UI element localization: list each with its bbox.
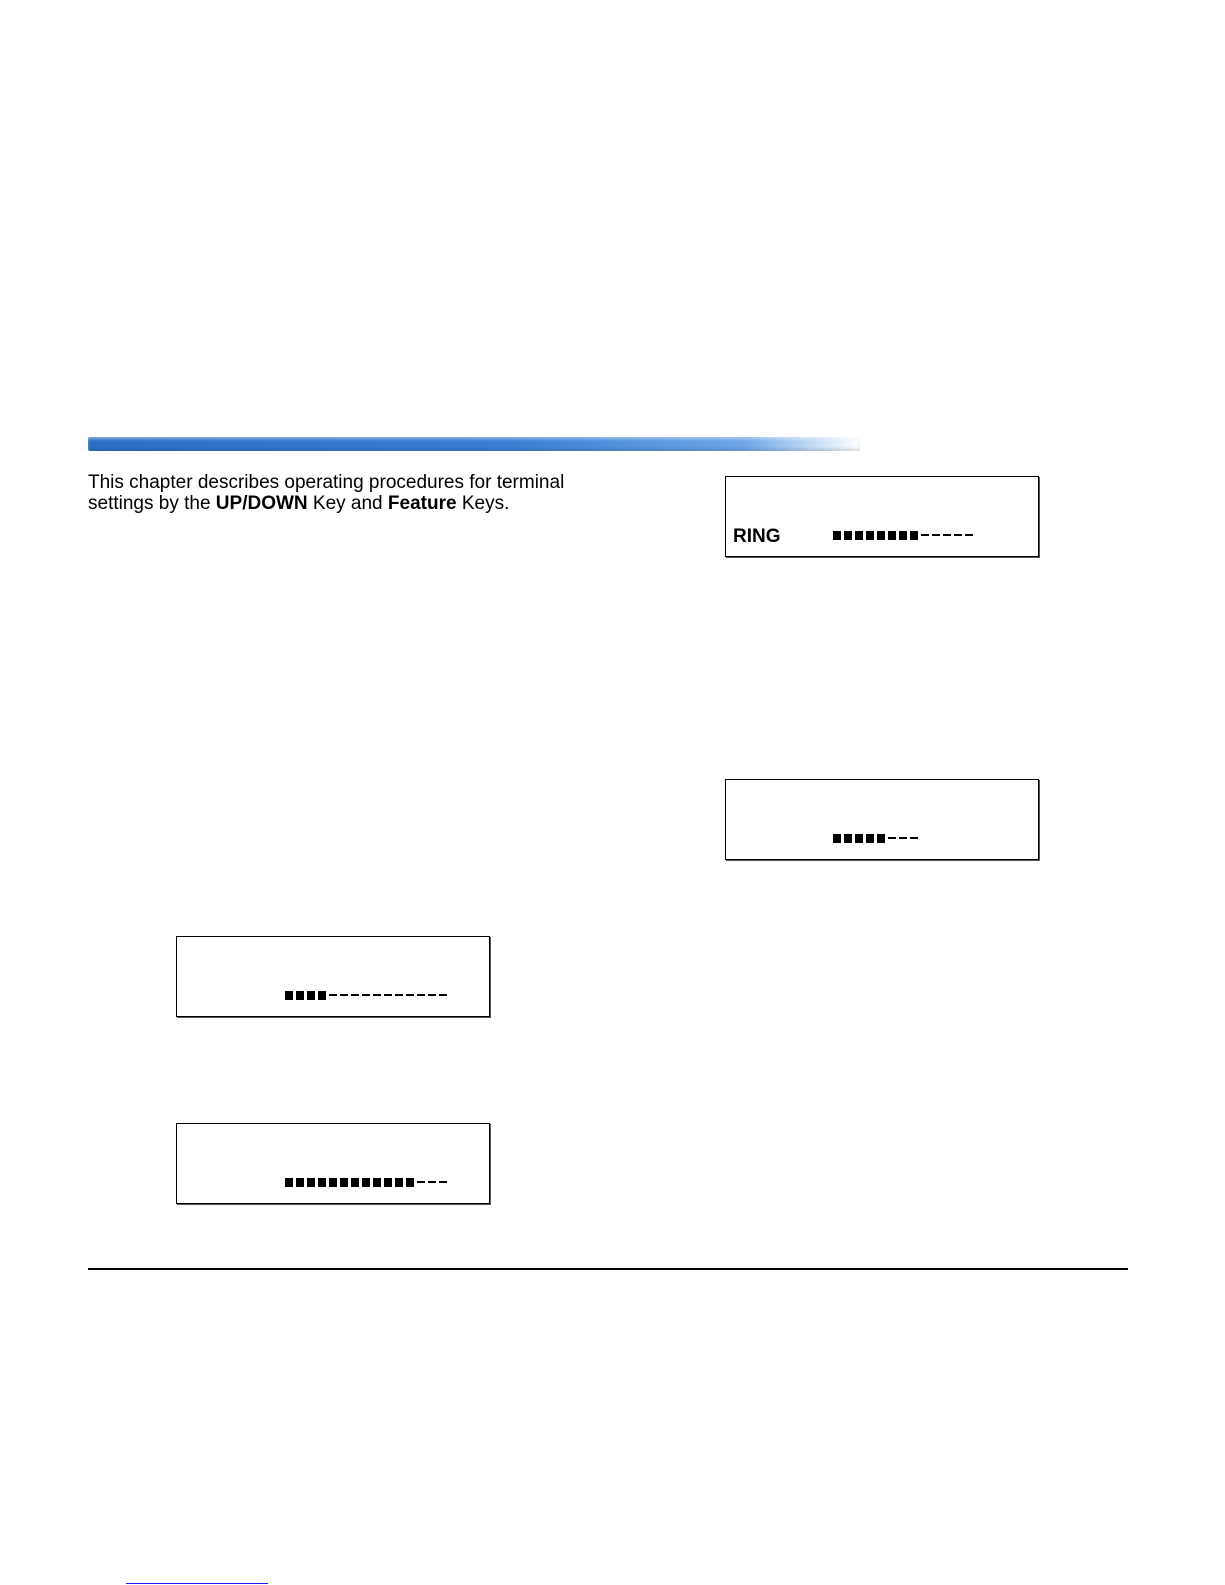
level-segment-filled [362,1178,370,1187]
level-segment-filled [307,991,315,1000]
level-segment-filled [296,991,304,1000]
level-segment-filled [285,991,293,1000]
intro-key-feature: Feature [387,493,457,514]
chapter-header-rule [88,437,860,451]
level-segment-filled [910,531,918,540]
level-segment-filled [855,531,863,540]
level-segment-empty [932,534,940,536]
level-segment-filled [285,1178,293,1187]
lcd-display-level-left-upper [176,936,490,1017]
intro-text-3: Keys. [456,493,510,514]
footer-link-underline[interactable] [126,1583,268,1584]
level-segment-filled [384,1178,392,1187]
intro-text-2: Key and [307,493,388,514]
level-segment-filled [318,1178,326,1187]
level-segment-filled [877,531,885,540]
level-segment-empty [910,837,918,839]
volume-level-meter [833,832,921,844]
level-segment-empty [351,994,359,996]
level-segment-filled [329,1178,337,1187]
level-segment-filled [833,834,841,843]
level-segment-filled [833,531,841,540]
page-footer-rule [88,1268,1128,1270]
lcd-display-level-right [725,779,1039,860]
volume-level-meter [285,1176,450,1188]
level-segment-filled [395,1178,403,1187]
level-segment-filled [866,531,874,540]
level-segment-filled [899,531,907,540]
level-segment-filled [888,531,896,540]
level-segment-empty [428,1181,436,1183]
level-segment-empty [417,994,425,996]
chapter-intro-text [88,472,588,514]
level-segment-empty [921,534,929,536]
level-segment-empty [406,994,414,996]
level-segment-filled [406,1178,414,1187]
lcd-display-ring-volume [725,476,1039,557]
level-segment-empty [340,994,348,996]
lcd-display-level-left-lower [176,1123,490,1204]
level-segment-empty [395,994,403,996]
volume-level-meter [285,989,450,1001]
level-segment-empty [943,534,951,536]
level-segment-empty [384,994,392,996]
lcd-label: RING [733,526,781,547]
level-segment-empty [428,994,436,996]
level-segment-filled [866,834,874,843]
level-segment-empty [965,534,973,536]
intro-text-1: This chapter describes operating procedures for terminal settings by the [88,472,565,514]
level-segment-empty [899,837,907,839]
level-segment-filled [855,834,863,843]
level-segment-filled [844,531,852,540]
level-segment-filled [296,1178,304,1187]
level-segment-filled [373,1178,381,1187]
volume-level-meter [833,529,976,541]
level-segment-filled [307,1178,315,1187]
level-segment-filled [844,834,852,843]
level-segment-empty [373,994,381,996]
level-segment-filled [351,1178,359,1187]
level-segment-filled [877,834,885,843]
level-segment-empty [888,837,896,839]
level-segment-filled [340,1178,348,1187]
level-segment-empty [439,1181,447,1183]
level-segment-empty [417,1181,425,1183]
intro-key-updown: UP/DOWN [215,493,308,514]
level-segment-empty [439,994,447,996]
level-segment-empty [329,994,337,996]
level-segment-filled [318,991,326,1000]
level-segment-empty [954,534,962,536]
level-segment-empty [362,994,370,996]
